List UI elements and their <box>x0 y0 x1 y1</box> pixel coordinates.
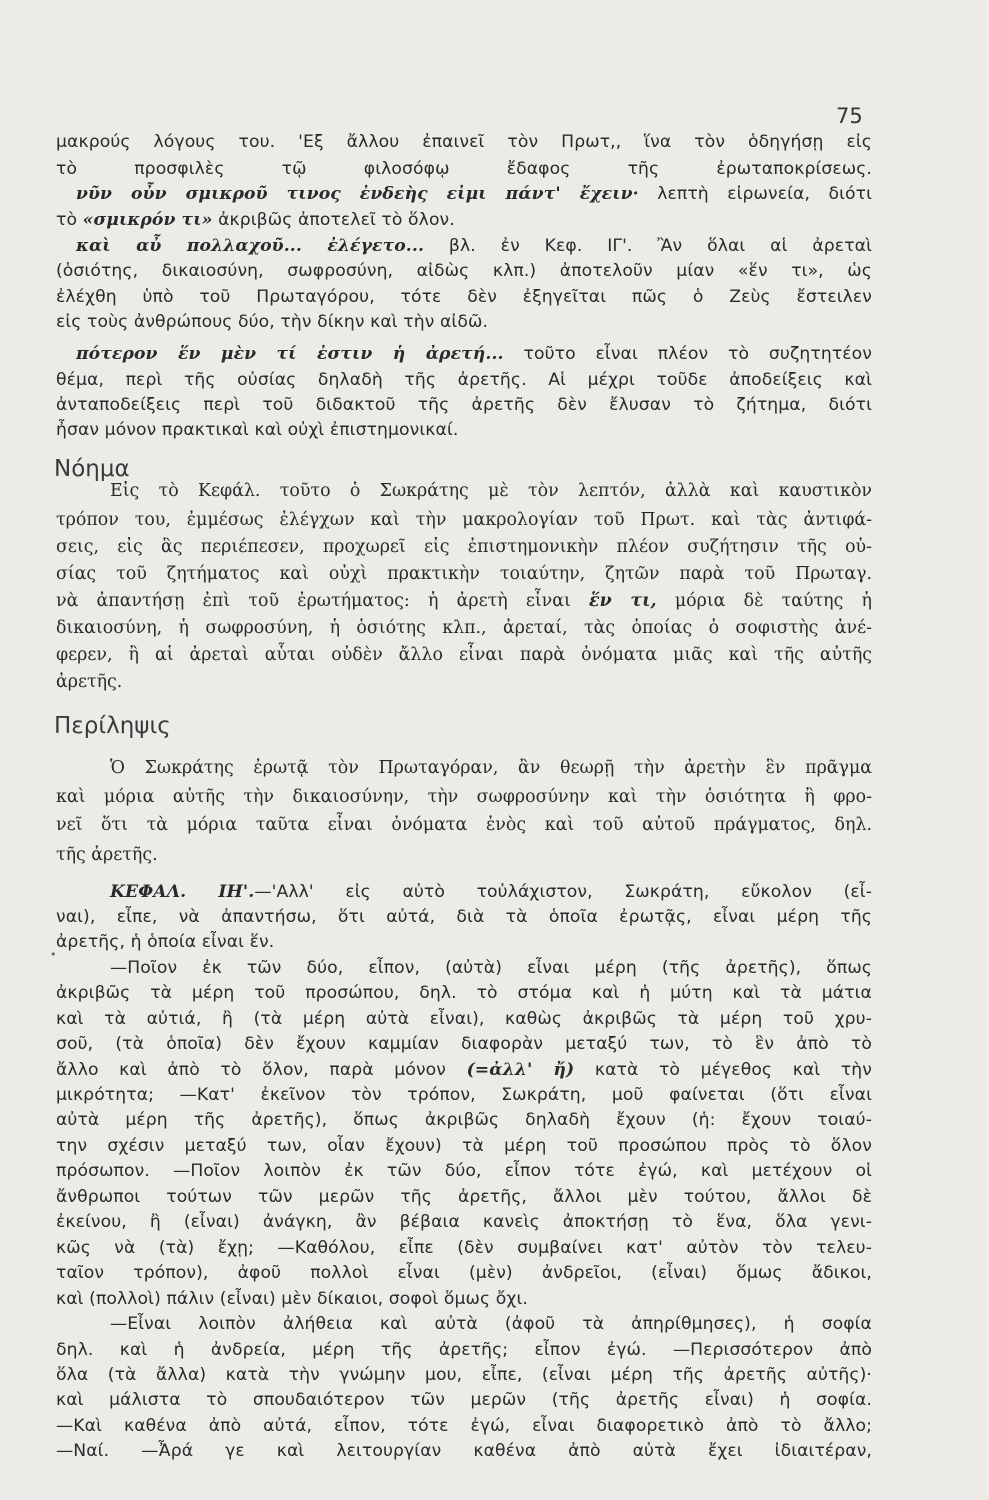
text-line: Ὁ Σωκράτης ἐρωτᾷ τὸν Πρωταγόραν, ἂν θεωρῇ τὴν ἀρετὴν ἓν πρᾶγμα <box>110 758 872 778</box>
text-line <box>76 184 872 204</box>
text-line <box>76 236 872 256</box>
text-line: καὶ (πολλοὶ) πάλιν (εἶναι) μὲν δίκαιοι, σοφοὶ ὅμως ὄχι. <box>56 1289 528 1309</box>
text-line: ἦσαν μόνον πρακτικαὶ καὶ οὐχὶ ἐπιστημονικαί. <box>56 420 459 440</box>
text-line: (ὁσιότης, δικαιοσύνη, σωφροσύνη, αἰδὼς κλπ.) ἀποτελοῦν μίαν «ἕν τι», ὡς <box>56 261 872 281</box>
text-span: κατὰ τὸ μέγεθος καὶ τὴν <box>594 1060 873 1080</box>
page-number: 75 <box>836 104 863 128</box>
text-line: νεῖ ὅτι τὰ μόρια ταῦτα εἶναι ὀνόματα ἑνὸς καὶ τοῦ αὐτοῦ πράγματος, δηλ. <box>56 815 872 835</box>
text-line: ταῖον τρόπον), ἀφοῦ πολλοὶ εἶναι (μὲν) ἀνδρεῖοι, (εἶναι) ὅμως ἄδικοι, <box>56 1263 872 1283</box>
text-span: νὰ ἀπαντήσῃ ἐπὶ τοῦ ἐρωτήματος: ἡ ἀρετὴ εἶναι <box>56 591 571 611</box>
text-span: τὸ <box>56 210 78 230</box>
text-line: ἀρετῆς. <box>56 672 123 692</box>
text-span: ἀκριβῶς ἀποτελεῖ τὸ ὅλον. <box>218 210 455 230</box>
section-heading-perilipsis: Περίληψις <box>54 713 171 739</box>
text-line: —Εἶναι λοιπὸν ἀλήθεια καὶ αὐτὰ (ἀφοῦ τὰ ἀπηρίθμησες), ἡ σοφία <box>110 1314 872 1334</box>
text-line: σίας τοῦ ζητήματος καὶ οὐχὶ πρακτικὴν τοιαύτην, ζητῶν παρὰ τοῦ Πρωταγ. <box>56 564 872 584</box>
text-line <box>56 1060 872 1080</box>
greek-quote: πότερον ἕν μὲν τί ἐστιν ἡ ἀρετή... <box>76 344 504 364</box>
text-line: σοῦ, (τὰ ὁποῖα) δὲν ἔχουν καμμίαν διαφορὰν μεταξύ των, τὸ ἓν ἀπὸ τὸ <box>56 1034 872 1054</box>
text-line: τὸ προσφιλὲς τῷ φιλοσόφῳ ἔδαφος τῆς ἐρωταποκρίσεως. <box>56 159 872 179</box>
text-line: ὅλα (τὰ ἄλλα) κατὰ τὴν γνώμην μου, εἶπε, (εἶναι μέρη τῆς ἀρετῆς αὐτῆς)· <box>56 1365 872 1385</box>
text-line: μακρούς λόγους του. 'Εξ ἄλλου ἐπαινεῖ τὸν Πρωτ,, ἵνα τὸν ὁδηγήσῃ εἰς <box>56 132 872 152</box>
text-line: —Ναί. —Ἆρά γε καὶ λειτουργίαν καθένα ἀπὸ αὐτὰ ἔχει ἰδιαιτέραν, <box>56 1441 872 1461</box>
text-line: αὐτὰ μέρη τῆς ἀρετῆς), ὅπως ἀκριβῶς δηλαδὴ ἔχουν (ἡ: ἔχουν τοιαύ- <box>56 1110 872 1130</box>
text-line: θέμα, περὶ τῆς οὐσίας δηλαδὴ τῆς ἀρετῆς. Αἱ μέχρι τοῦδε ἀποδείξεις καὶ <box>56 370 872 390</box>
text-span: μόρια δὲ ταύτης ἡ <box>674 591 872 611</box>
text-line: καὶ μάλιστα τὸ σπουδαιότερον τῶν μερῶν (τῆς ἀρετῆς εἶναι) ἡ σοφία. <box>56 1390 872 1410</box>
text-line: ναι), εἶπε, νὰ ἀπαντήσω, ὅτι αὐτά, διὰ τὰ ὁποῖα ἐρωτᾷς, εἶναι μέρη τῆς <box>56 907 872 927</box>
text-line: φερεν, ἢ αἱ ἀρεταὶ αὗται οὐδὲν ἄλλο εἶναι παρὰ ὀνόματα μιᾶς καὶ τῆς αὐτῆς <box>56 645 872 665</box>
text-line: πρόσωπον. —Ποῖον λοιπὸν ἐκ τῶν δύο, εἶπον τότε ἐγώ, καὶ μετέχουν οἱ <box>56 1161 872 1181</box>
text-line <box>56 210 872 230</box>
section-heading-noima: Νόημα <box>54 456 130 482</box>
text-line: καὶ μόρια αὐτῆς τὴν δικαιοσύνην, τὴν σωφροσύνην καὶ τὴν ὁσιότητα ἢ φρο- <box>56 787 872 807</box>
text-line: τρόπον του, ἐμμέσως ἐλέγχων καὶ τὴν μακρολογίαν τοῦ Πρωτ. καὶ τὰς ἀντιφά- <box>56 510 872 530</box>
text-span: ἄλλο καὶ ἀπὸ τὸ ὅλον, παρὰ μόνον <box>56 1060 446 1080</box>
text-line <box>56 591 872 611</box>
text-line: κῶς νὰ (τὰ) ἔχῃ; —Καθόλου, εἶπε (δὲν συμβαίνει κατ' αὐτὸν τὸν τελευ- <box>56 1238 872 1258</box>
text-line: δικαιοσύνη, ἡ σωφροσύνη, ἡ ὁσιότης κλπ., ἀρεταί, τὰς ὁποίας ὁ σοφιστὴς ἀνέ- <box>56 618 872 638</box>
text-line: εἰς τοὺς ἀνθρώπους δύο, τὴν δίκην καὶ τὴν αἰδῶ. <box>56 312 489 332</box>
text-line: Εἰς τὸ Κεφάλ. τοῦτο ὁ Σωκράτης μὲ τὸν λεπτόν, ἀλλὰ καὶ καυστικὸν <box>110 481 872 501</box>
text-span: —'Αλλ' εἰς αὐτὸ τοὐλάχιστον, Σωκράτη, εὔκολον (εἶ- <box>254 882 872 902</box>
text-line: ἐκείνου, ἢ (εἶναι) ἀνάγκη, ἂν βέβαια κανεὶς ἀποκτήσῃ τὸ ἕνα, ὅλα γενι- <box>56 1212 872 1232</box>
text-line: καὶ τὰ αὐτιά, ἢ (τὰ μέρη αὐτὰ εἶναι), καθὼς ἀκριβῶς τὰ μέρη τοῦ χρυ- <box>56 1009 872 1029</box>
text-line: ἀνταποδείξεις περὶ τοῦ διδακτοῦ τῆς ἀρετῆς δὲν ἔλυσαν τὸ ζήτημα, διότι <box>56 395 872 415</box>
text-span: βλ. ἐν Κεφ. ΙΓ'. Ἂν ὅλαι αἱ ἀρεταὶ <box>448 236 872 256</box>
text-line: —Καὶ καθένα ἀπὸ αὐτά, εἶπον, τότε ἐγώ, εἶναι διαφορετικὸ ἀπὸ τὸ ἄλλο; <box>56 1416 872 1436</box>
greek-quote: «σμικρόν τι» <box>82 210 213 230</box>
margin-mark: • <box>50 948 57 961</box>
greek-quote: (=ἀλλ' ἤ) <box>466 1060 575 1080</box>
greek-quote: ἕν τι, <box>589 591 657 611</box>
text-span: τοῦτο εἶναι πλέον τὸ συζητητέον <box>523 344 873 364</box>
text-line: σεις, εἰς ἃς περιέπεσεν, προχωρεῖ εἰς ἐπιστημονικὴν πλέον συζήτησιν τῆς οὐ- <box>56 537 872 557</box>
greek-quote: νῦν οὖν σμικροῦ τινος ἐνδεὴς εἰμι πάντ' ἔχειν· <box>76 184 639 204</box>
text-line <box>110 882 872 902</box>
text-line: ἀκριβῶς τὰ μέρη τοῦ προσώπου, δηλ. τὸ στόμα καὶ ἡ μύτη καὶ τὰ μάτια <box>56 983 872 1003</box>
text-line: ἀρετῆς, ἡ ὁποία εἶναι ἕν. <box>56 932 275 952</box>
text-line: —Ποῖον ἐκ τῶν δύο, εἶπον, (αὐτὰ) εἶναι μέρη (τῆς ἀρετῆς), ὅπως <box>110 958 872 978</box>
chapter-label: ΚΕΦΑΛ. ΙΗ'. <box>110 882 255 902</box>
text-span: λεπτὴ εἰρωνεία, διότι <box>657 184 873 204</box>
greek-quote: καὶ αὖ πολλαχοῦ... ἐλέγετο... <box>76 236 425 256</box>
text-line: ἄνθρωποι τούτων τῶν μερῶν τῆς ἀρετῆς, ἄλλοι μὲν τούτου, ἄλλοι δὲ <box>56 1187 872 1207</box>
text-line: δηλ. καὶ ἡ ἀνδρεία, μέρη τῆς ἀρετῆς; εἶπον ἐγώ. —Περισσότερον ἀπὸ <box>56 1340 872 1360</box>
text-line: ἐλέχθη ὑπὸ τοῦ Πρωταγόρου, τότε δὲν ἐξηγεῖται πῶς ὁ Ζεὺς ἔστειλεν <box>56 287 872 307</box>
text-line: τῆς ἀρετῆς. <box>56 845 158 865</box>
text-line: την σχέσιν μεταξύ των, οἷαν ἔχουν) τὰ μέρη τοῦ προσώπου πρὸς τὸ ὅλον <box>56 1136 872 1156</box>
text-line <box>76 344 872 364</box>
text-line: μικρότητα; —Κατ' ἐκεῖνον τὸν τρόπον, Σωκράτη, μοῦ φαίνεται (ὅτι εἶναι <box>56 1085 872 1105</box>
